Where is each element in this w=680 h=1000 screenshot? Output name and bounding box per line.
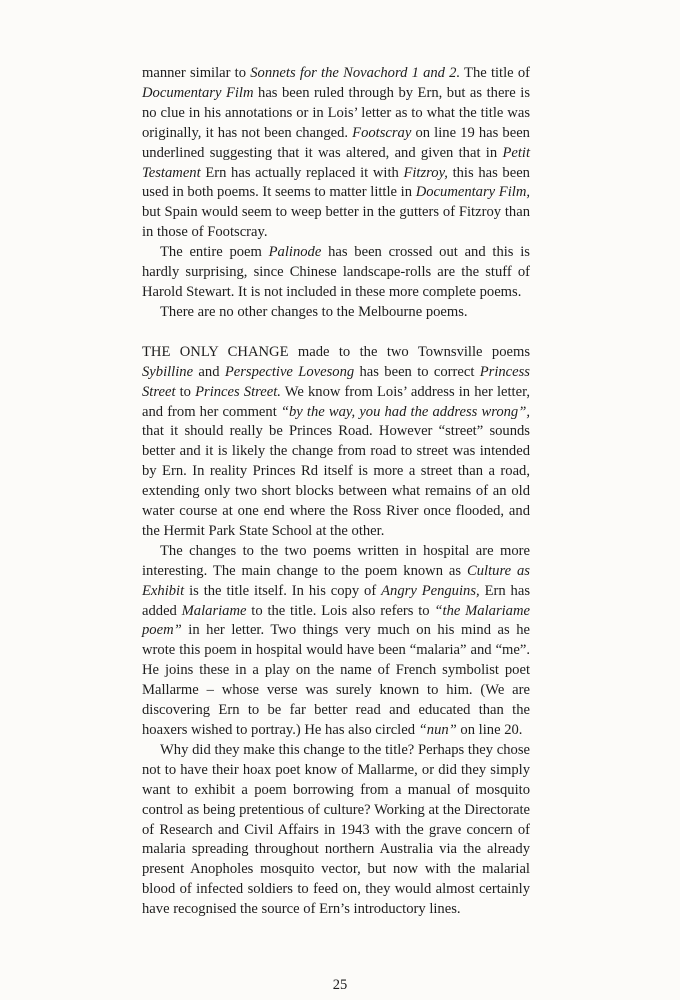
paragraph-townsville-poems: [142, 343, 530, 542]
italic-title-text: “by the way, you had the address wrong”,: [280, 403, 530, 420]
italic-title-text: Documentary Film: [142, 84, 254, 101]
paragraph-palinode: [142, 243, 530, 303]
italic-title-text: Sonnets for the Novachord 1 and 2.: [250, 65, 461, 81]
italic-title-text: Angry Penguins,: [381, 582, 480, 599]
body-text-run: Ern has added: [142, 582, 531, 619]
body-text-run: in her letter. Two things very much on his mind as he wrote this poem in hospital would have been “malaria” and “me”. He joins these in a play on the name of French symbolist poet Mallarme – whose verse was surely known to him. (We are discovering Ern to be far better read and educated than the hoaxers wished to portray.) He has also circled: [142, 622, 530, 738]
body-text-run: that it should really be Princes Road. However “street” sounds better and it is likely the change from road to street was intended by Ern. In reality Princes Rd itself is more a street than a road, extending only two short blocks between what remains of an old water course at one end where the Ross River once flooded, and the Hermit Park State School at the other.: [142, 423, 530, 539]
body-text-run: The changes to the two poems written in hospital are more interesting. The main change to the poem known as: [142, 542, 530, 579]
italic-title-text: Sybilline: [142, 363, 194, 380]
italic-title-text: “nun”: [418, 722, 457, 738]
body-text-run: Ern has actually replaced it with: [200, 164, 404, 181]
body-text-run: The title of: [460, 65, 530, 81]
body-text-run: to: [175, 383, 196, 400]
italic-title-text: Culture as Exhibit: [142, 562, 530, 599]
italic-title-text: Footscray: [352, 124, 412, 141]
body-text-run: on line 20.: [456, 722, 523, 738]
body-text-run: Why did they make this change to the title? Perhaps they chose not to have their hoax poet know of Mallarme, or did they simply want to exhibit a poem borrowing from a manual of mosquito control as being pretentious of culture? Working at the Directorate of Research and Civil Affairs in 1943 with the grave concern of malaria spreading throughout northern Australia via the already present Anopholes mosquito vector, but now with the malarial blood of infected soldiers to feed on, they would almost certainly have recognised the source of Ern’s introductory lines.: [142, 741, 530, 918]
body-text-run: has been crossed out and this is hardly surprising, since Chinese landscape-rolls are the stuff of Harold Stewart. It is not included in these more complete poems.: [142, 244, 530, 300]
body-text-run: We know from Lois’ address in her letter, and from her comment: [142, 383, 530, 420]
italic-title-text: Malariame: [181, 602, 247, 619]
italic-title-text: Palinode: [268, 244, 322, 261]
paragraph-melbourne-changes: [142, 64, 530, 243]
italic-title-text: “the Malariame poem”: [142, 602, 530, 639]
page-body: [142, 64, 530, 920]
body-text-run: this has been used in both poems. It seems to matter little in: [142, 164, 530, 201]
body-text-run: has been ruled through by Ern, but as there is no clue in his annotations or in Lois’ letter as to what the title was originally, it has not been changed.: [142, 84, 530, 141]
italic-title-text: Princess Street: [142, 363, 530, 400]
body-text-run: is the title itself. In his copy of: [184, 582, 382, 599]
paragraph-why-change: [142, 741, 530, 920]
body-text-run: and: [193, 363, 225, 380]
italic-title-text: Perspective Lovesong: [224, 363, 355, 380]
page-number: 25: [332, 977, 348, 993]
italic-title-text: Fitzroy,: [403, 164, 448, 181]
body-text-run: has been to correct: [354, 363, 480, 380]
section-gap: [142, 323, 530, 343]
body-text-run: on line 19 has been underlined suggesting that it was altered, and given that in: [142, 124, 530, 161]
paragraph-no-other-changes: [142, 303, 530, 323]
paragraph-hospital-poems: [142, 542, 530, 741]
body-text-run: but Spain would seem to weep better in the gutters of Fitzroy than in those of Footscray.: [142, 204, 530, 241]
body-text-run: manner similar to: [142, 65, 251, 81]
italic-title-text: Princes Street.: [195, 383, 281, 400]
italic-title-text: Petit Testament: [142, 144, 530, 181]
body-text-run: There are no other changes to the Melbourne poems.: [160, 303, 468, 320]
body-text-run: The entire poem: [160, 244, 269, 261]
body-text-run: THE ONLY CHANGE made to the two Townsville poems: [142, 343, 530, 360]
italic-title-text: Documentary Film,: [415, 184, 531, 201]
body-text-run: to the title. Lois also refers to: [246, 602, 435, 619]
